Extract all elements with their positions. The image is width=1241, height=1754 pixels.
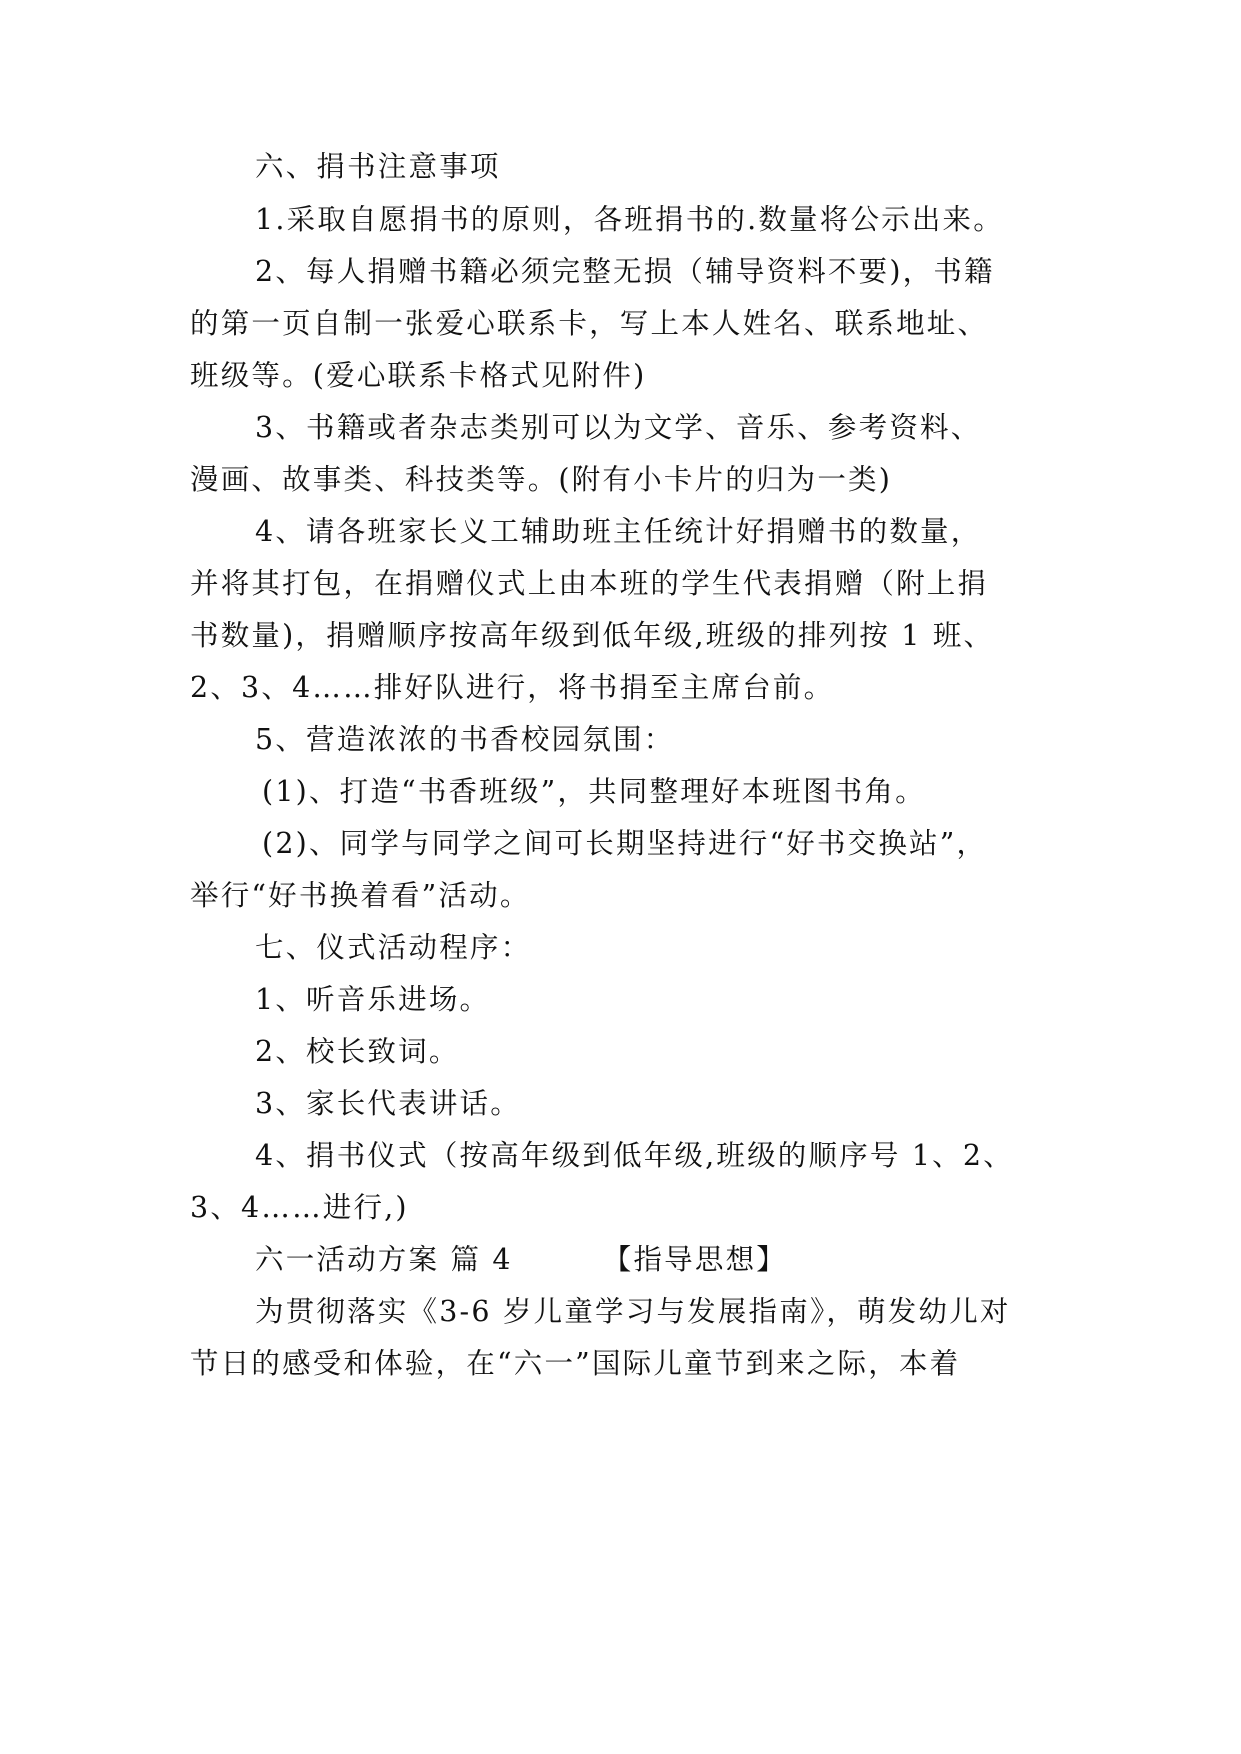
paragraph-line: 书数量)，捐赠顺序按高年级到低年级,班级的排列按 1 班、 — [190, 619, 995, 652]
paragraph-line: 2、每人捐赠书籍必须完整无损（辅导资料不要)，书籍 — [255, 255, 995, 288]
paragraph-line: 为贯彻落实《3-6 岁儿童学习与发展指南》，萌发幼儿对 — [255, 1295, 1011, 1328]
paragraph-line: 并将其打包，在捐赠仪式上由本班的学生代表捐赠（附上捐 — [190, 567, 989, 600]
list-item: 2、校长致词。 — [255, 1035, 460, 1068]
list-item: 1、听音乐进场。 — [255, 983, 491, 1016]
paragraph-line: 的第一页自制一张爱心联系卡，写上本人姓名、联系地址、 — [190, 307, 989, 340]
paragraph-line: 3、4……进行,) — [190, 1191, 409, 1224]
section-heading-ceremony-program: 七、仪式活动程序： — [255, 931, 532, 964]
plan-title: 六一活动方案 篇 4 — [255, 1243, 513, 1276]
paragraph-line: (1)、打造“书香班级”，共同整理好本班图书角。 — [262, 775, 926, 808]
paragraph-line: 节日的感受和体验，在“六一”国际儿童节到来之际，本着 — [190, 1347, 961, 1380]
guiding-thought-heading: 【指导思想】 — [602, 1243, 787, 1276]
plan-heading-line — [255, 1240, 1070, 1280]
paragraph-line: 3、书籍或者杂志类别可以为文学、音乐、参考资料、 — [255, 411, 982, 444]
paragraph-line: (2)、同学与同学之间可长期坚持进行“好书交换站”， — [262, 827, 988, 860]
section-heading-donation-notes: 六、捐书注意事项 — [255, 150, 501, 183]
paragraph-line: 1.采取自愿捐书的原则，各班捐书的.数量将公示出来。 — [255, 203, 1004, 236]
list-item: 4、捐书仪式（按高年级到低年级,班级的顺序号 1、2、 — [255, 1139, 1014, 1172]
paragraph-line: 漫画、故事类、科技类等。(附有小卡片的归为一类) — [190, 463, 893, 496]
paragraph-line: 班级等。(爱心联系卡格式见附件) — [190, 359, 647, 392]
paragraph-line: 举行“好书换着看”活动。 — [190, 879, 531, 912]
list-item: 3、家长代表讲话。 — [255, 1087, 521, 1120]
paragraph-line: 4、请各班家长义工辅助班主任统计好捐赠书的数量， — [255, 515, 982, 548]
paragraph-line: 2、3、4……排好队进行，将书捐至主席台前。 — [190, 671, 835, 704]
paragraph-line: 5、营造浓浓的书香校园氛围： — [255, 723, 675, 756]
